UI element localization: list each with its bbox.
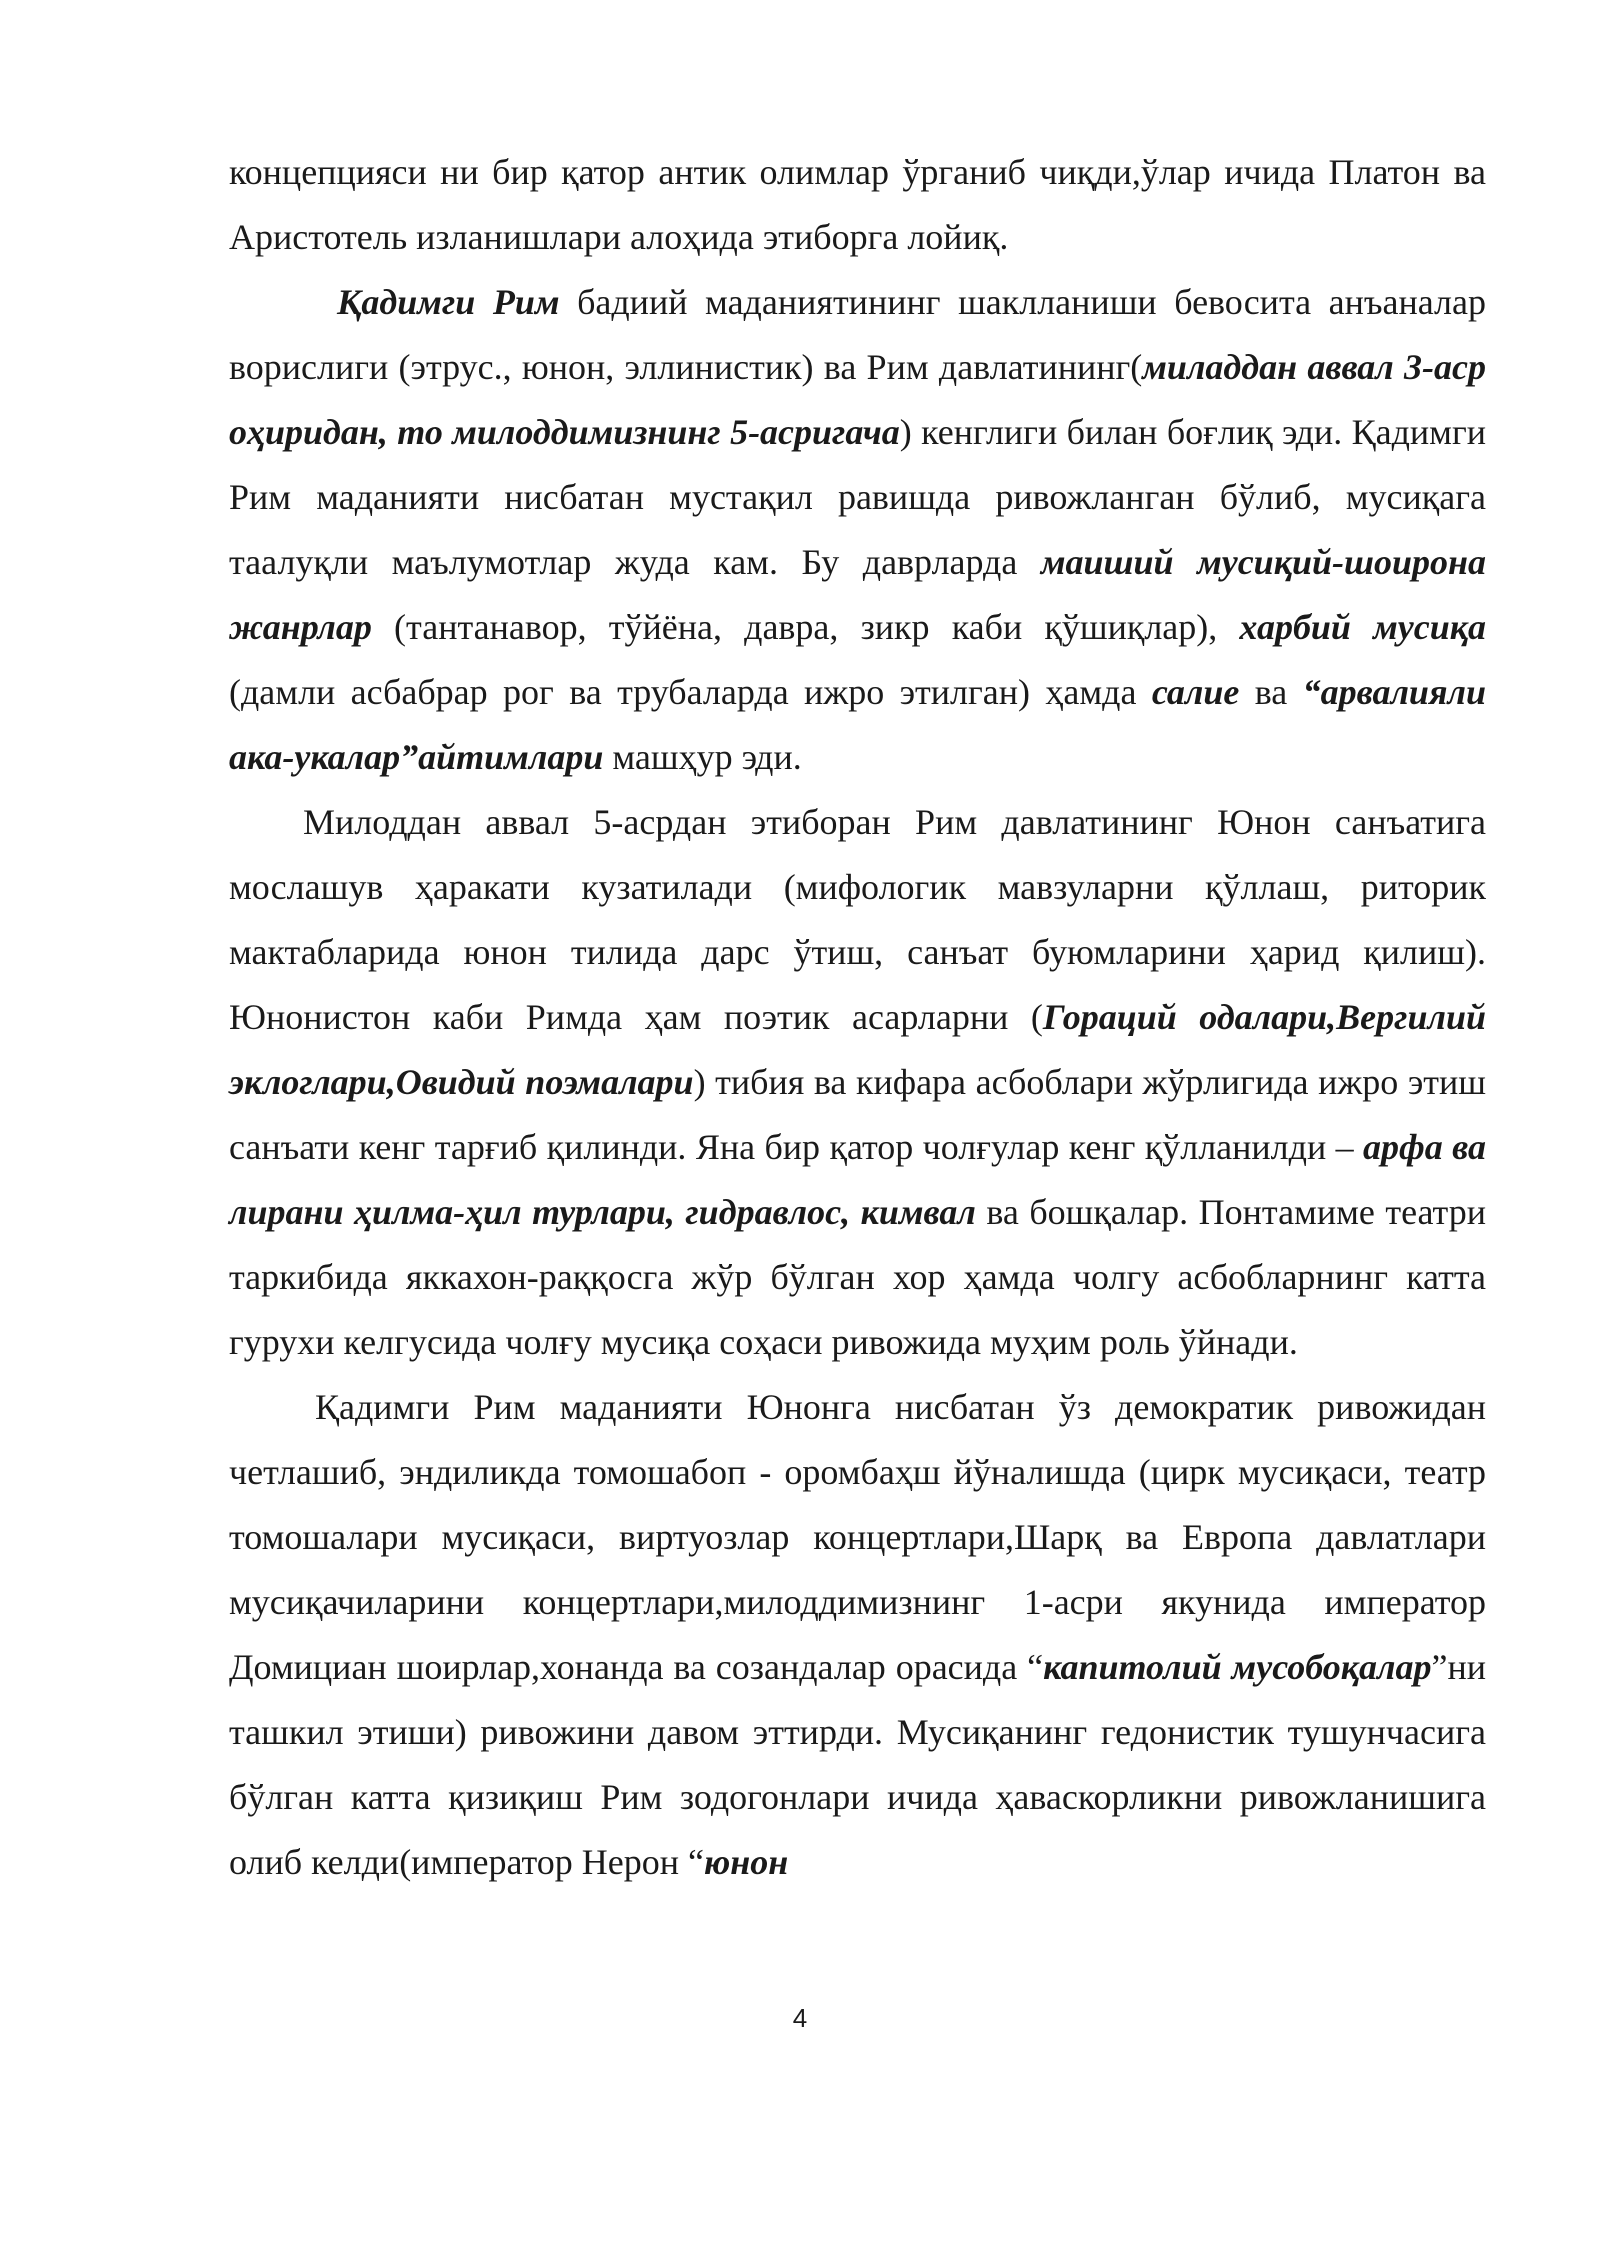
paragraph <box>229 790 1486 1375</box>
emphasis-text: капитолий мусобоқалар <box>1043 1647 1432 1687</box>
text-run: ) кенглиги билан боғлиқ эди. Қадимги Рим маданияти нисбатан мустақил равишда ривожланган бўлиб, мусиқага таалуқли маълумотлар жуда кам. Бу даврларда <box>229 412 1486 582</box>
text-run: машҳур эди. <box>603 737 802 777</box>
text-run: ”ни ташкил этиши) ривожини давом эттирди. Мусиқанинг гедонистик тушунчасига бўлган катта қизиқиш Рим зодогонлари ичида ҳаваскорликни ривожланишига олиб келди(император Нерон “ <box>229 1647 1487 1882</box>
page-number: 4 <box>792 2003 808 2033</box>
emphasis-text: Гораций одалари,Вергилий эклоглари,Овидий поэмалари <box>229 997 1486 1102</box>
paragraph <box>229 140 1486 270</box>
paragraph <box>229 270 1486 790</box>
emphasis-text: маиший мусиқий-шоиронa жанрлар <box>229 542 1486 647</box>
paragraph <box>229 1375 1486 1895</box>
emphasis-text: юнон <box>704 1842 789 1882</box>
text-run: бадиий маданиятининг шаклланиши бевосита анъаналар ворислиги (этрус., юнон, эллинистик) ва Рим давлатининг( <box>229 282 1487 387</box>
emphasis-text: харбий мусиқа <box>1239 607 1486 647</box>
text-run: ) тибия ва кифара асбоблари жўрлигида ижро этиш санъати кенг тарғиб қилинди. Яна бир қатор чолғулар кенг қўлланилди – <box>229 1062 1486 1167</box>
text-run: Қадимги Рим маданияти Юнонга нисбатан ўз демократик ривожидан четлашиб, эндиликда томошабоп - оромбаҳш йўналишда (цирк мусиқаси, театр томошалари мусиқаси, виртуозлар концертлари,Шарқ ва Европа давлатлари мусиқачиларини концертлари,милоддимизнинг 1-асри якунида император Домициан шоирлар,хонанда ва созандалар орасида “ <box>229 1387 1486 1687</box>
emphasis-text: салие <box>1151 672 1240 712</box>
emphasis-text: “арвалияли ака-укалар”айтимлари <box>229 672 1486 777</box>
text-run: ва <box>1239 672 1303 712</box>
emphasis-text: миладдан аввал 3-аср оҳиридан, то милоддимизнинг 5-асригача <box>229 347 1486 452</box>
text-run: концепцияси ни бир қатор антик олимлар ўрганиб чиқди,ўлар ичида Платон ва Аристотель изланишлари алоҳида этиборга лойиқ. <box>229 152 1486 257</box>
body-text <box>229 140 1486 1895</box>
text-run: (тантанавор, тўйёна, давра, зикр каби қўшиқлар), <box>371 607 1240 647</box>
text-run: Милоддан аввал 5-асрдан этиборан Рим давлатининг Юнон санъатига мослашув ҳаракати кузатилади (мифологик мавзуларни қўллаш, риторик мактабларида юнон тилида дарс ўтиш, санъат буюмларини ҳарид қилиш). Юнонистон каби Римда ҳам поэтик асарларни ( <box>229 802 1486 1037</box>
emphasis-text: арфа ва лирани ҳилма-ҳил турлари, гидравлос, кимвал <box>229 1127 1486 1232</box>
emphasis-text: Қадимги Рим <box>337 282 560 322</box>
text-run: (дамли асбабрар рог ва трубаларда ижро этилган) ҳамда <box>229 672 1152 712</box>
text-run: ва бошқалар. Понтамиме театри таркибида яккахон-раққосга жўр бўлган хор ҳамда чолгу асбобларнинг катта гурухи келгусида чолғу мусиқа соҳаси ривожида муҳим роль ўйнади. <box>229 1192 1486 1362</box>
